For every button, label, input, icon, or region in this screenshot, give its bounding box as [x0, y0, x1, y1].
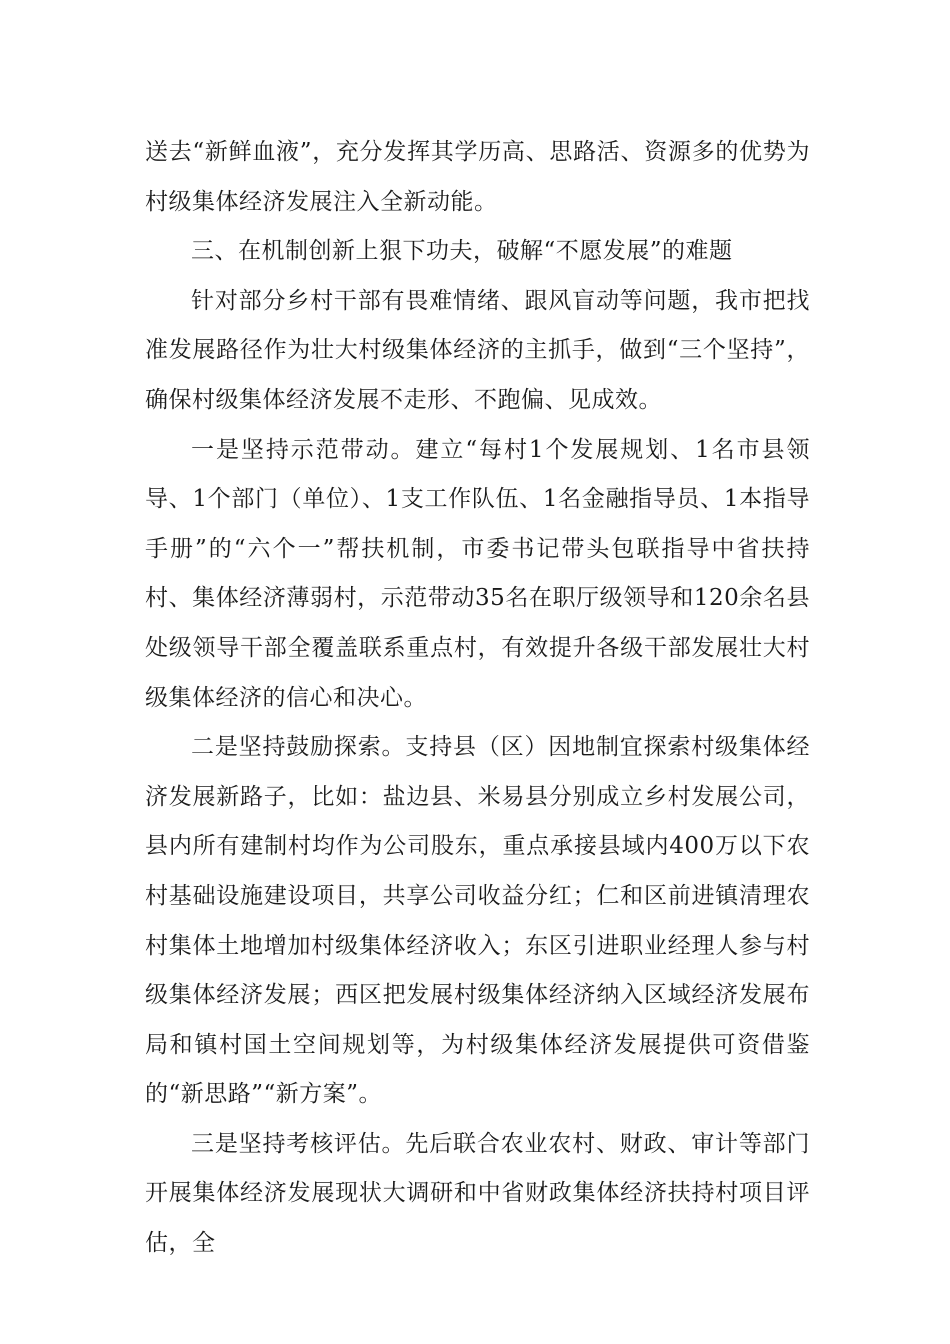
paragraph-point-one: 一是坚持示范带动。建立“每村1个发展规划、1名市县领导、1个部门（单位）、1支工作队伍、1名金融指导员、1本指导手册”的“六个一”帮扶机制，市委书记带头包联指导中省扶持村、集体经济薄弱村，示范带动35名在职厅级领导和120余名县处级领导干部全覆盖联系重点村，有效提升各级干部发展壮大村级集体经济的信心和决心。 [145, 436, 810, 711]
paragraph-intro: 针对部分乡村干部有畏难情绪、跟风盲动等问题，我市把找准发展路径作为壮大村级集体经济的主抓手，做到“三个坚持”，确保村级集体经济发展不走形、不跑偏、见成效。 [145, 287, 810, 413]
document-body [145, 128, 810, 1269]
paragraph-continuation: 送去“新鲜血液”，充分发挥其学历高、思路活、资源多的优势为村级集体经济发展注入全新动能。 [145, 139, 810, 215]
paragraph-point-two: 二是坚持鼓励探索。支持县（区）因地制宜探索村级集体经济发展新路子，比如：盐边县、米易县分别成立乡村发展公司，县内所有建制村均作为公司股东，重点承接县域内400万以下农村基础设施建设项目，共享公司收益分红；仁和区前进镇清理农村集体土地增加村级集体经济收入；东区引进职业经理人参与村级集体经济发展；西区把发展村级集体经济纳入区域经济发展布局和镇村国土空间规划等，为村级集体经济发展提供可资借鉴的“新思路”“新方案”。 [145, 734, 810, 1108]
paragraph-point-three: 三是坚持考核评估。先后联合农业农村、财政、审计等部门开展集体经济发展现状大调研和中省财政集体经济扶持村项目评估，全 [145, 1130, 810, 1257]
section-heading: 三、在机制创新上狠下功夫，破解“不愿发展”的难题 [191, 238, 733, 265]
